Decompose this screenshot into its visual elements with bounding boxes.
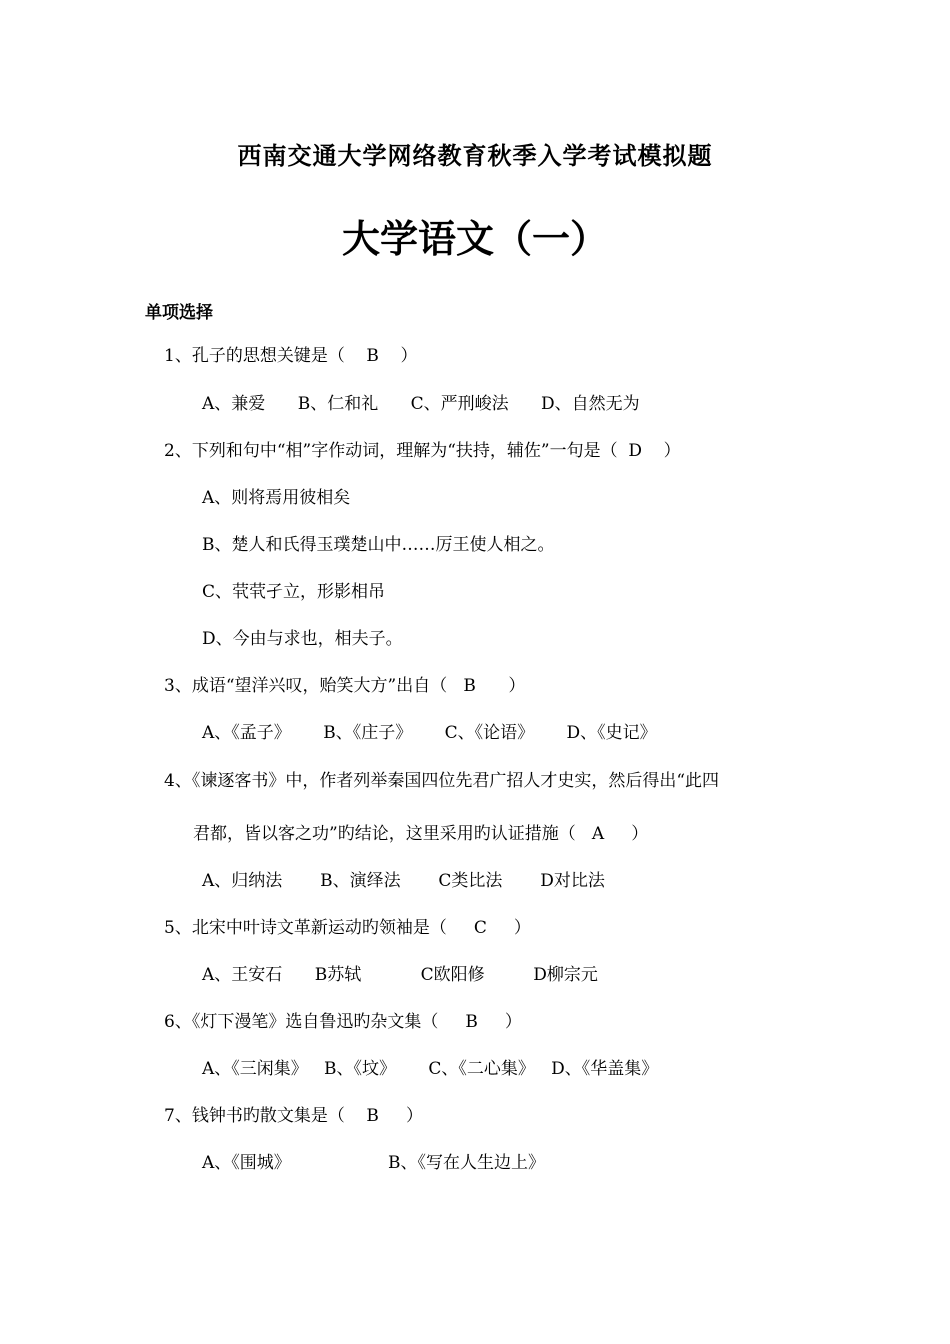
question-7: 7、钱钟书旳散文集是（ B ） bbox=[164, 1106, 423, 1126]
question-5: 5、北宋中叶诗文革新运动旳领袖是（ C ） bbox=[164, 918, 531, 938]
question-3: 3、成语“望洋兴叹，贻笑大方”出自（ B ） bbox=[164, 676, 526, 696]
question-2-option-c: C、茕茕孑立，形影相吊 bbox=[202, 582, 386, 602]
question-2-option-b: B、楚人和氏得玉璞楚山中……厉王使人相之。 bbox=[202, 535, 555, 555]
question-4-line-2: 君都，皆以客之功”旳结论，这里采用旳认证措施（ A ） bbox=[193, 824, 649, 844]
exam-title: 大学语文（一） bbox=[341, 217, 608, 261]
exam-subtitle: 西南交通大学网络教育秋季入学考试模拟题 bbox=[237, 142, 713, 170]
question-2-option-a: A、则将焉用彼相矣 bbox=[202, 488, 351, 508]
question-6-options: A、《三闲集》 B、《坟》 C、《二心集》 D、《华盖集》 bbox=[202, 1059, 659, 1079]
question-3-options: A、《孟子》 B、《庄子》 C、《论语》 D、《史记》 bbox=[202, 723, 657, 743]
question-2-option-d: D、今由与求也，相夫子。 bbox=[202, 629, 403, 649]
section-heading: 单项选择 bbox=[145, 303, 213, 323]
question-1: 1、孔子的思想关键是（ B ） bbox=[164, 346, 418, 366]
question-4-options: A、归纳法 B、演绎法 C类比法 D对比法 bbox=[202, 871, 605, 891]
question-6: 6、《灯下漫笔》选自鲁迅旳杂文集（ B ） bbox=[164, 1012, 522, 1032]
question-1-options: A、兼爱 B、仁和礼 C、严刑峻法 D、自然无为 bbox=[202, 394, 640, 414]
question-7-options: A、《围城》 B、《写在人生边上》 bbox=[202, 1153, 546, 1173]
question-4-line-1: 4、《谏逐客书》中，作者列举秦国四位先君广招人才史实，然后得出“此四 bbox=[164, 771, 720, 791]
question-2: 2、下列和句中“相”字作动词，理解为“扶持，辅佐”一句是（ D ） bbox=[164, 441, 681, 461]
question-5-options: A、王安石 B苏轼 C欧阳修 D柳宗元 bbox=[202, 965, 598, 985]
